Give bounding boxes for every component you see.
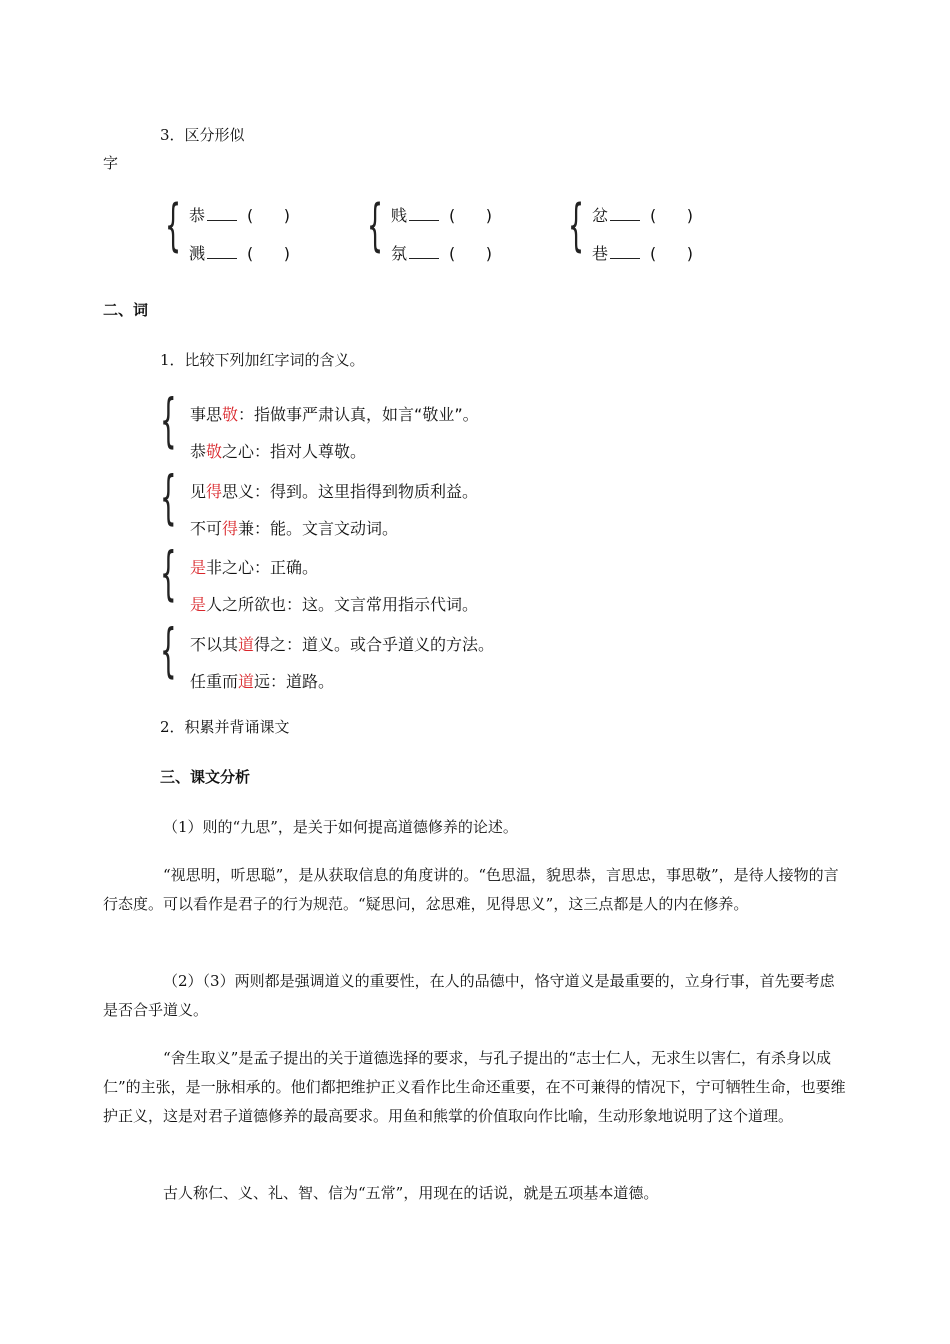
fill-blank[interactable] — [409, 206, 439, 221]
answer-paren[interactable]: ( ) — [650, 244, 694, 263]
highlighted-word: 敬 — [206, 442, 223, 461]
paragraph-4: “舍生取义”是孟子提出的关于道德选择的要求，与孔子提出的“志士仁人，无求生以害仁，有杀身以成仁”的主张，是一脉相承的。他们都把维护正义看作比生命还重要，在不可兼得的情况下，宁可牺牲生命，也要维护正义，这是对君子道德修养的最高要求。用鱼和熊掌的价值取向作比喻，生动形象地说明了这个道理。 — [103, 1049, 846, 1125]
brace-icon: { — [165, 193, 182, 258]
line-text: 之心：指对人尊敬。 — [222, 442, 367, 461]
line-text: 非之心：正确。 — [206, 558, 319, 577]
brace-icon: { — [160, 386, 177, 454]
line-text: 得之：道义。或合乎道义的方法。 — [254, 635, 495, 654]
answer-paren[interactable]: ( ) — [247, 206, 291, 225]
line-text: 任重而 — [190, 672, 239, 691]
line-text: 恭 — [190, 442, 207, 461]
similar-char-row — [391, 203, 492, 226]
similar-char: 溅 — [189, 244, 206, 263]
answer-paren[interactable]: ( ) — [449, 244, 493, 263]
line-text: ：指做事严肃认真，如言“敬业”。 — [238, 405, 479, 424]
fill-blank[interactable] — [610, 206, 640, 221]
item-2-label: 2．积累并背诵课文 — [160, 718, 290, 736]
answer-paren[interactable]: ( ) — [650, 206, 694, 225]
highlighted-word: 道 — [238, 635, 255, 654]
similar-char-row — [592, 203, 693, 226]
section-3-heading: 三、课文分析 — [160, 768, 251, 786]
fill-blank[interactable] — [207, 206, 237, 221]
section-2-heading: 二、词 — [103, 301, 149, 319]
similar-char: 贱 — [391, 206, 408, 225]
answer-paren[interactable]: ( ) — [449, 206, 493, 225]
similar-char-row — [391, 241, 492, 264]
word-meaning-line — [190, 439, 366, 462]
brace-icon: { — [160, 463, 177, 531]
brace-icon: { — [568, 193, 585, 258]
word-meaning-line — [190, 669, 334, 692]
line-text: 事思 — [190, 405, 223, 424]
highlighted-word: 是 — [190, 595, 207, 614]
highlighted-word: 是 — [190, 558, 207, 577]
item-3-label-wrap: 字 — [103, 154, 119, 172]
line-text: 不可 — [190, 519, 223, 538]
similar-char: 忿 — [592, 206, 609, 225]
line-text: 兼：能。文言文动词。 — [238, 519, 399, 538]
word-meaning-line — [190, 516, 398, 539]
fill-blank[interactable] — [610, 244, 640, 259]
word-meaning-line — [190, 479, 478, 502]
word-meaning-line — [190, 555, 318, 578]
brace-icon: { — [160, 616, 177, 684]
highlighted-word: 敬 — [222, 405, 239, 424]
paragraph-1: （1）则的“九思”，是关于如何提高道德修养的论述。 — [163, 818, 518, 836]
similar-char-row — [189, 203, 290, 226]
paragraph-3: （2）（3）两则都是强调道义的重要性，在人的品德中，恪守道义是最重要的，立身行事，首先要考虑是否合乎道义。 — [103, 972, 835, 1019]
highlighted-word: 道 — [238, 672, 255, 691]
answer-paren[interactable]: ( ) — [247, 244, 291, 263]
similar-char: 氛 — [391, 244, 408, 263]
brace-icon: { — [160, 539, 177, 607]
similar-char-row — [189, 241, 290, 264]
line-text: 思义：得到。这里指得到物质利益。 — [222, 482, 479, 501]
highlighted-word: 得 — [222, 519, 239, 538]
word-meaning-line — [190, 402, 479, 425]
similar-char-row — [592, 241, 693, 264]
item-1-label: 1．比较下列加红字词的含义。 — [160, 351, 365, 369]
line-text: 人之所欲也：这。文言常用指示代词。 — [206, 595, 479, 614]
highlighted-word: 得 — [206, 482, 223, 501]
similar-char: 巷 — [592, 244, 609, 263]
line-text: 不以其 — [190, 635, 239, 654]
similar-char: 恭 — [189, 206, 206, 225]
line-text: 见 — [190, 482, 207, 501]
paragraph-5: 古人称仁、义、礼、智、信为“五常”，用现在的话说，就是五项基本道德。 — [163, 1184, 659, 1202]
line-text: 远：道路。 — [254, 672, 335, 691]
item-3-label: 3．区分形似 — [160, 126, 245, 144]
brace-icon: { — [367, 193, 384, 258]
word-meaning-line — [190, 632, 494, 655]
fill-blank[interactable] — [207, 244, 237, 259]
word-meaning-line — [190, 592, 478, 615]
paragraph-2: “视思明，听思聪”，是从获取信息的角度讲的。“色思温，貌思恭，言思忠，事思敬”，是待人接物的言行态度。可以看作是君子的行为规范。“疑思问，忿思难，见得思义”，这三点都是人的内在修养。 — [103, 866, 839, 913]
fill-blank[interactable] — [409, 244, 439, 259]
